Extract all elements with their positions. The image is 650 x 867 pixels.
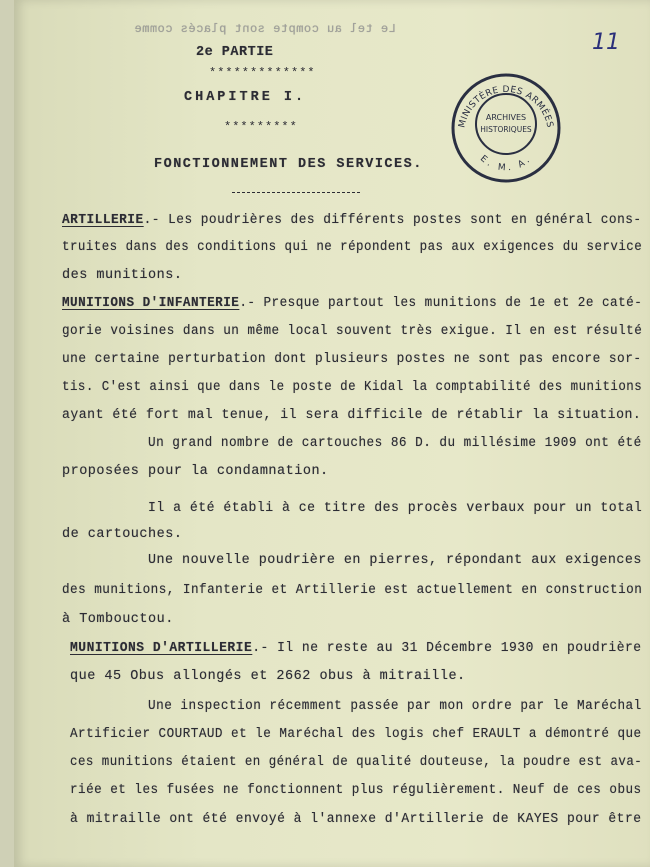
section-label: MUNITIONS D'ARTILLERIE	[70, 641, 253, 656]
line-text: .- Presque partout les munitions de 1e et 2e caté-	[239, 296, 643, 311]
archive-stamp	[450, 72, 562, 184]
text-line: une certaine perturbation dont plusieurs postes ne sont pas encore sor-	[62, 352, 642, 367]
text-line: des munitions.	[62, 268, 183, 283]
text-line: truites dans des conditions qui ne répondent pas aux exigences du service	[62, 240, 643, 255]
part-heading: 2e PARTIE	[196, 45, 274, 60]
text-line: tis. C'est ainsi que dans le poste de Kidal la comptabilité des munitions	[62, 380, 643, 395]
decorative-stars: *************	[209, 66, 316, 80]
stamp-inner-line2: HISTORIQUES	[480, 125, 532, 134]
text-line: riée et les fusées ne fonctionnent plus régulièrement. Neuf de ces obus	[70, 783, 642, 798]
section-title: FONCTIONNEMENT DES SERVICES.	[154, 157, 423, 172]
line-text: .- Il ne reste au 31 Décembre 1930 en poudrière	[252, 641, 642, 656]
decorative-stars: *********	[224, 120, 298, 134]
text-line	[62, 296, 642, 311]
svg-text:E. M. A.	[478, 154, 534, 174]
text-line: que 45 Obus allongés et 2662 obus à mitraille.	[70, 669, 466, 684]
text-line: Une inspection récemment passée par mon ordre par le Maréchal	[148, 699, 642, 714]
text-line: proposées pour la condamnation.	[62, 464, 329, 479]
stamp-bottom-text: E. M. A.	[477, 153, 535, 174]
stamp-inner-line1: ARCHIVES	[485, 113, 527, 122]
text-line: à Tombouctou.	[62, 612, 174, 627]
text-line: de cartouches.	[62, 527, 183, 542]
svg-text:MINISTÈRE DES ARMÉES	[457, 85, 554, 129]
chapter-heading: CHAPITRE I.	[184, 90, 307, 105]
document-page	[14, 0, 650, 867]
text-line: Il a été établi à ce titre des procès verbaux pour un total	[148, 501, 643, 516]
stamp-graphic	[450, 72, 562, 184]
text-line	[70, 641, 642, 656]
section-label: MUNITIONS D'INFANTERIE	[62, 296, 240, 311]
text-line: gorie voisines dans un même local souvent très exigue. Il en est résulté	[62, 324, 643, 339]
text-line: Une nouvelle poudrière en pierres, répondant aux exigences	[148, 553, 642, 568]
text-line: ces munitions étaient en général de qualité douteuse, la poudre est ava-	[70, 755, 643, 770]
page-number: 11	[592, 30, 620, 55]
text-line: des munitions, Infanterie et Artillerie est actuellement en construction	[62, 583, 643, 598]
line-text: .- Les poudrières des différents postes sont en général cons-	[143, 213, 642, 228]
text-line: à mitraille ont été envoyé à l'annexe d'Artillerie de KAYES pour être	[70, 812, 642, 827]
section-label: ARTILLERIE	[62, 213, 144, 228]
text-line: Un grand nombre de cartouches 86 D. du millésime 1909 ont été	[148, 436, 642, 451]
stamp-outer-text: MINISTÈRE DES ARMÉES	[457, 84, 555, 129]
divider	[232, 192, 360, 193]
text-line	[62, 213, 642, 228]
bleed-through-text: Le tel au compte sont placés comme	[134, 22, 396, 36]
text-line: Artificier COURTAUD et le Maréchal des logis chef ERAULT a démontré que	[70, 727, 642, 742]
text-line: ayant été fort mal tenue, il sera difficile de rétablir la situation.	[62, 408, 642, 423]
